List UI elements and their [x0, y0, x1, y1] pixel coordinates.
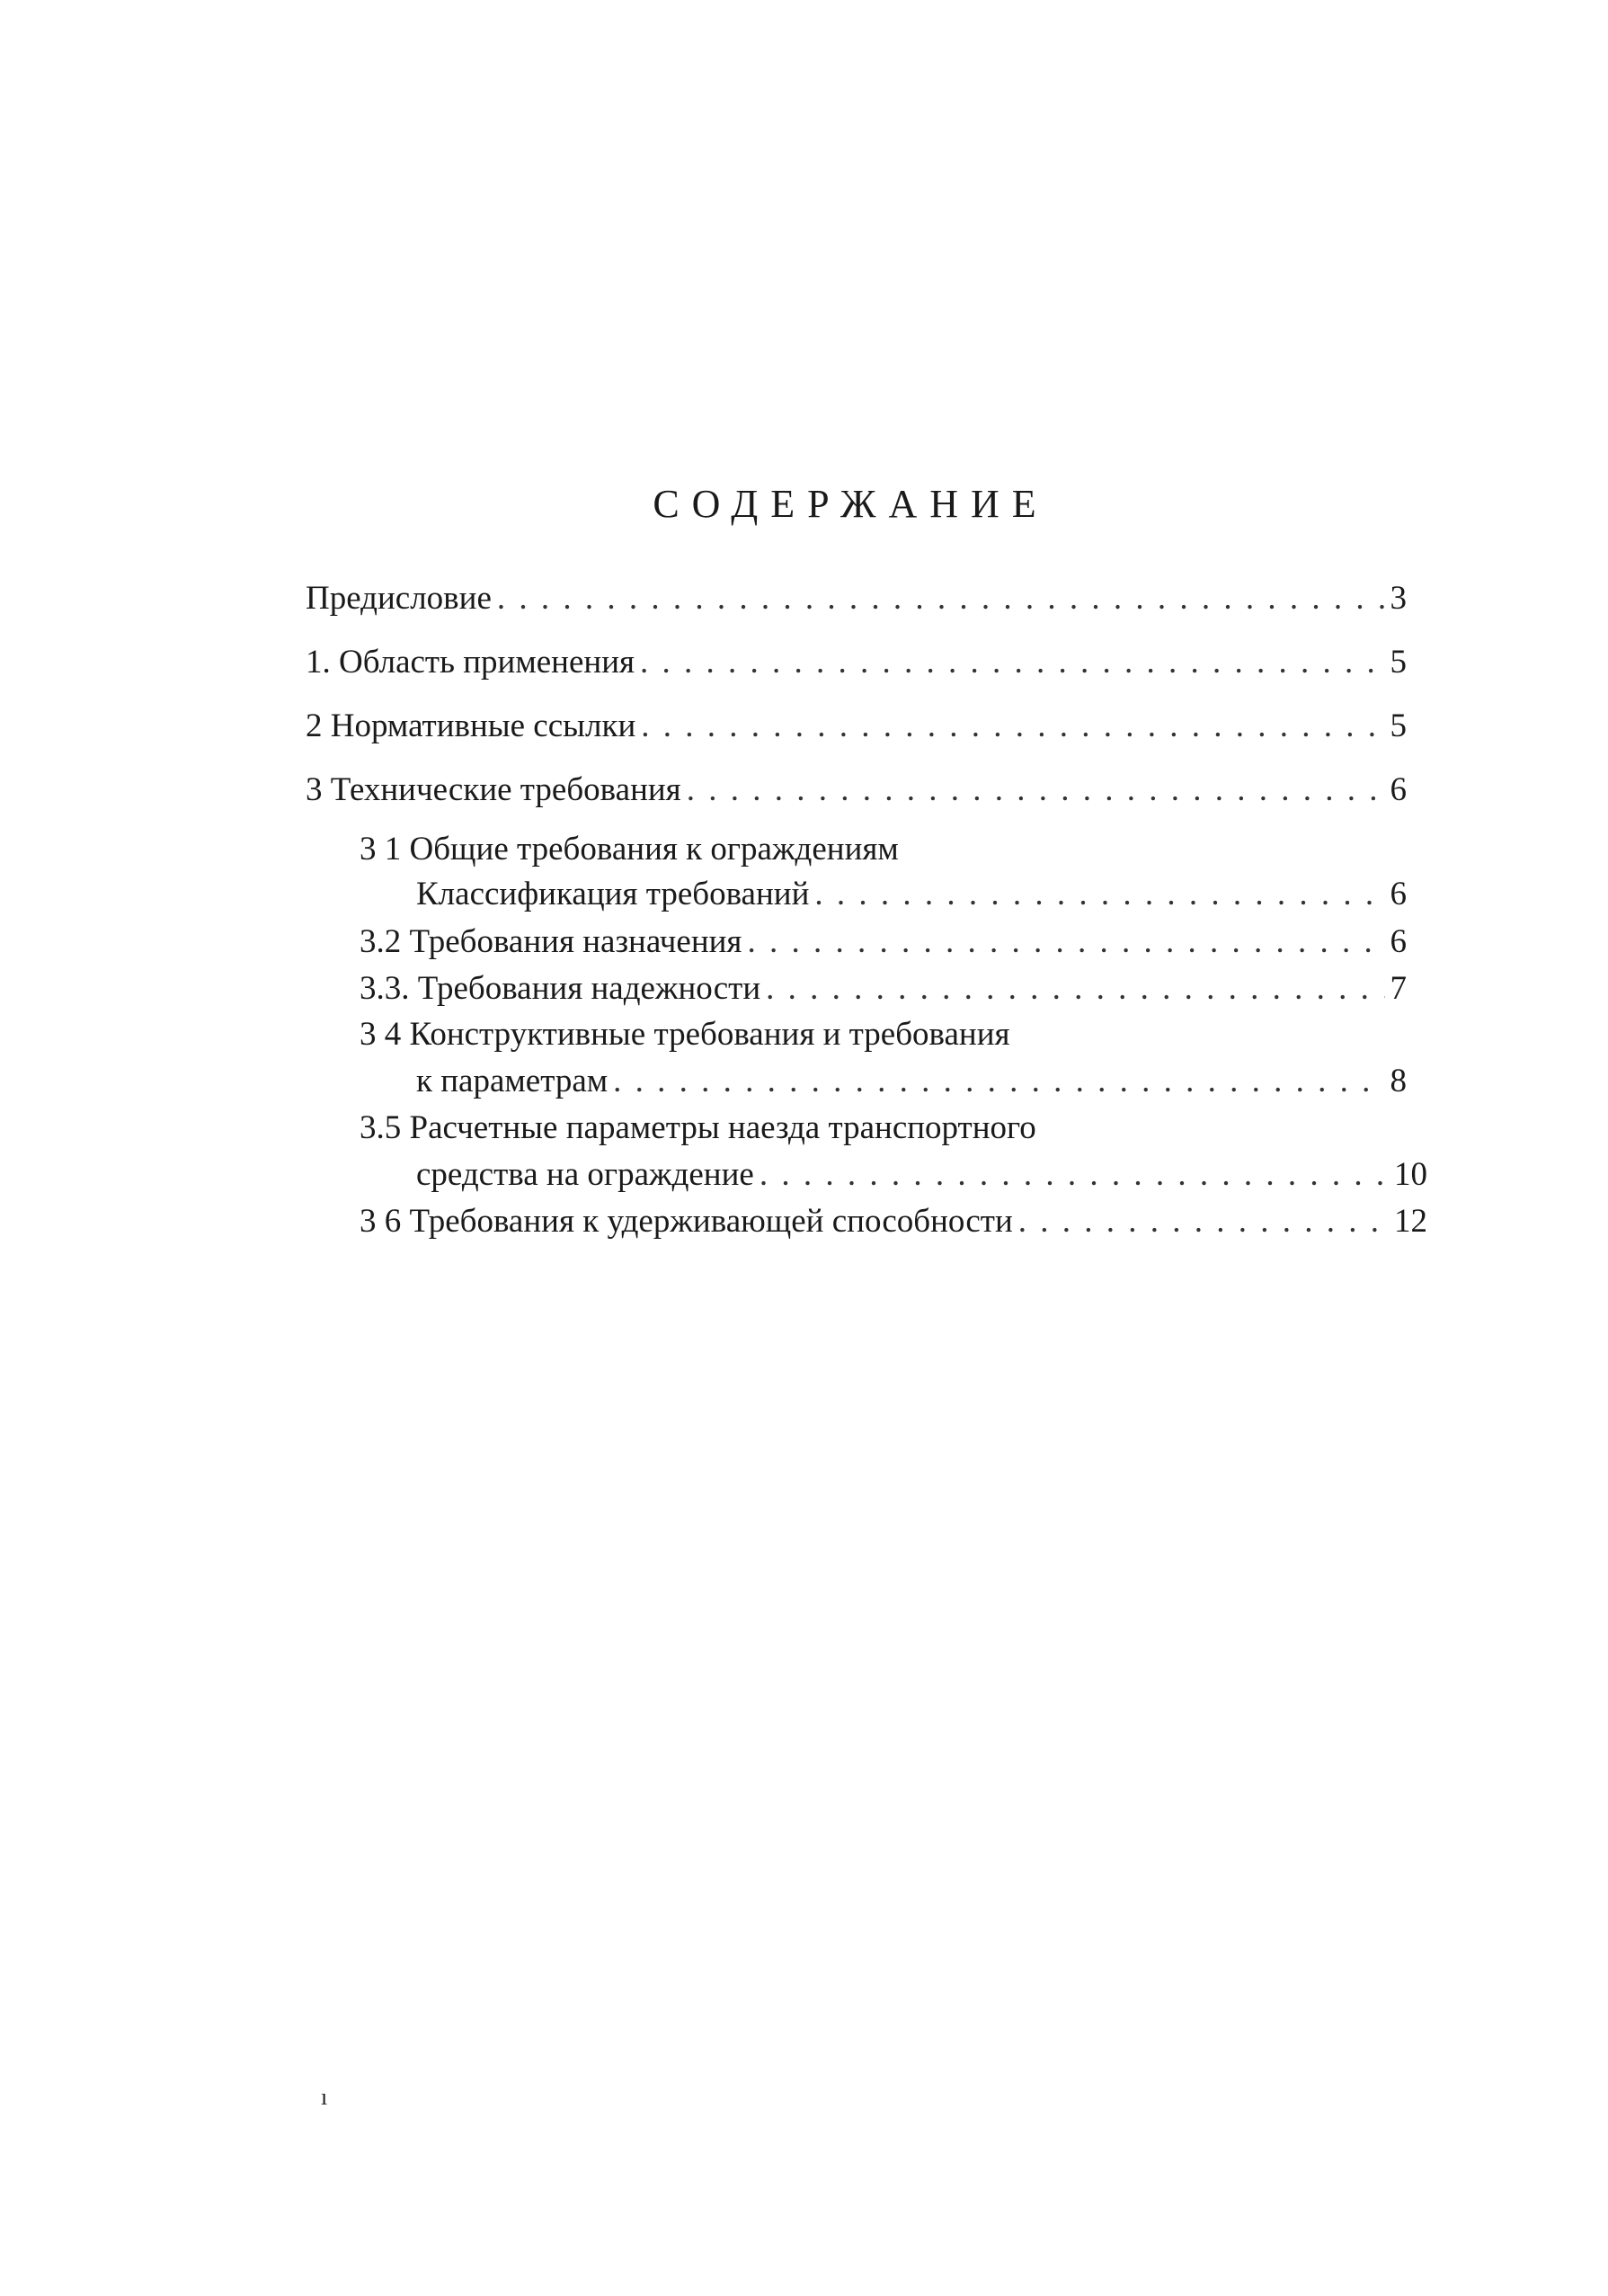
toc-title: СОДЕРЖАНИЕ: [653, 482, 1049, 526]
toc-entry-3-6: [360, 1201, 1427, 1242]
toc-entry-preface: [306, 578, 1407, 619]
toc-entry-page: 7: [1390, 970, 1407, 1007]
dot-leader: [641, 706, 1384, 747]
toc-entry-3-1-line1: 3 1 Общие требования к ограждениям: [360, 831, 899, 868]
toc-entry-page: 5: [1390, 644, 1407, 681]
toc-entry-label: Предисловие: [306, 580, 492, 617]
toc-entry-3-3: [360, 968, 1407, 1010]
toc-entry-page: 6: [1390, 923, 1407, 960]
toc-entry-label: средства на ограждение: [416, 1156, 754, 1193]
dot-leader: [687, 770, 1385, 811]
dot-leader: [760, 1154, 1389, 1196]
toc-entry-references: [306, 706, 1407, 747]
dot-leader: [766, 968, 1384, 1010]
toc-entry-label: 3.3. Требования надежности: [360, 970, 761, 1007]
toc-entry-page: 6: [1390, 876, 1407, 912]
dot-leader: [814, 874, 1384, 915]
toc-entry-label: Классификация требований: [416, 876, 810, 912]
toc-entry-page: 12: [1394, 1203, 1427, 1240]
toc-entry-page: 3: [1390, 580, 1407, 617]
toc-entry-3-4: [416, 1061, 1407, 1102]
toc-entry-scope: [306, 642, 1407, 683]
toc-entry-page: 10: [1394, 1156, 1427, 1193]
dot-leader: [640, 642, 1384, 683]
toc-entry-technical-requirements: [306, 770, 1407, 811]
toc-entry-3-2: [360, 921, 1407, 963]
toc-entry-label: к параметрам: [416, 1063, 609, 1099]
dot-leader: [497, 578, 1385, 619]
toc-entry-label: 3.2 Требования назначения: [360, 923, 742, 960]
toc-entry-page: 6: [1390, 771, 1407, 808]
toc-entry-label: 2 Нормативные ссылки: [306, 707, 636, 744]
toc-entry-page: 5: [1390, 707, 1407, 744]
toc-entry-3-1: [416, 874, 1407, 915]
toc-entry-3-5-line1: 3.5 Расчетные параметры наезда транспортного: [360, 1109, 1036, 1146]
toc-entry-label: 3 6 Требования к удерживающей способности: [360, 1203, 1013, 1240]
scan-mark: ı: [321, 2084, 328, 2110]
toc-entry-3-4-line1: 3 4 Конструктивные требования и требования: [360, 1016, 1010, 1053]
toc-entry-label: 1. Область применения: [306, 644, 635, 681]
toc-entry-3-5: [416, 1154, 1427, 1196]
toc-entry-page: 8: [1390, 1063, 1407, 1099]
dot-leader: [1018, 1201, 1389, 1242]
dot-leader: [613, 1061, 1384, 1102]
toc-entry-label: 3 Технические требования: [306, 771, 681, 808]
dot-leader: [747, 921, 1384, 963]
